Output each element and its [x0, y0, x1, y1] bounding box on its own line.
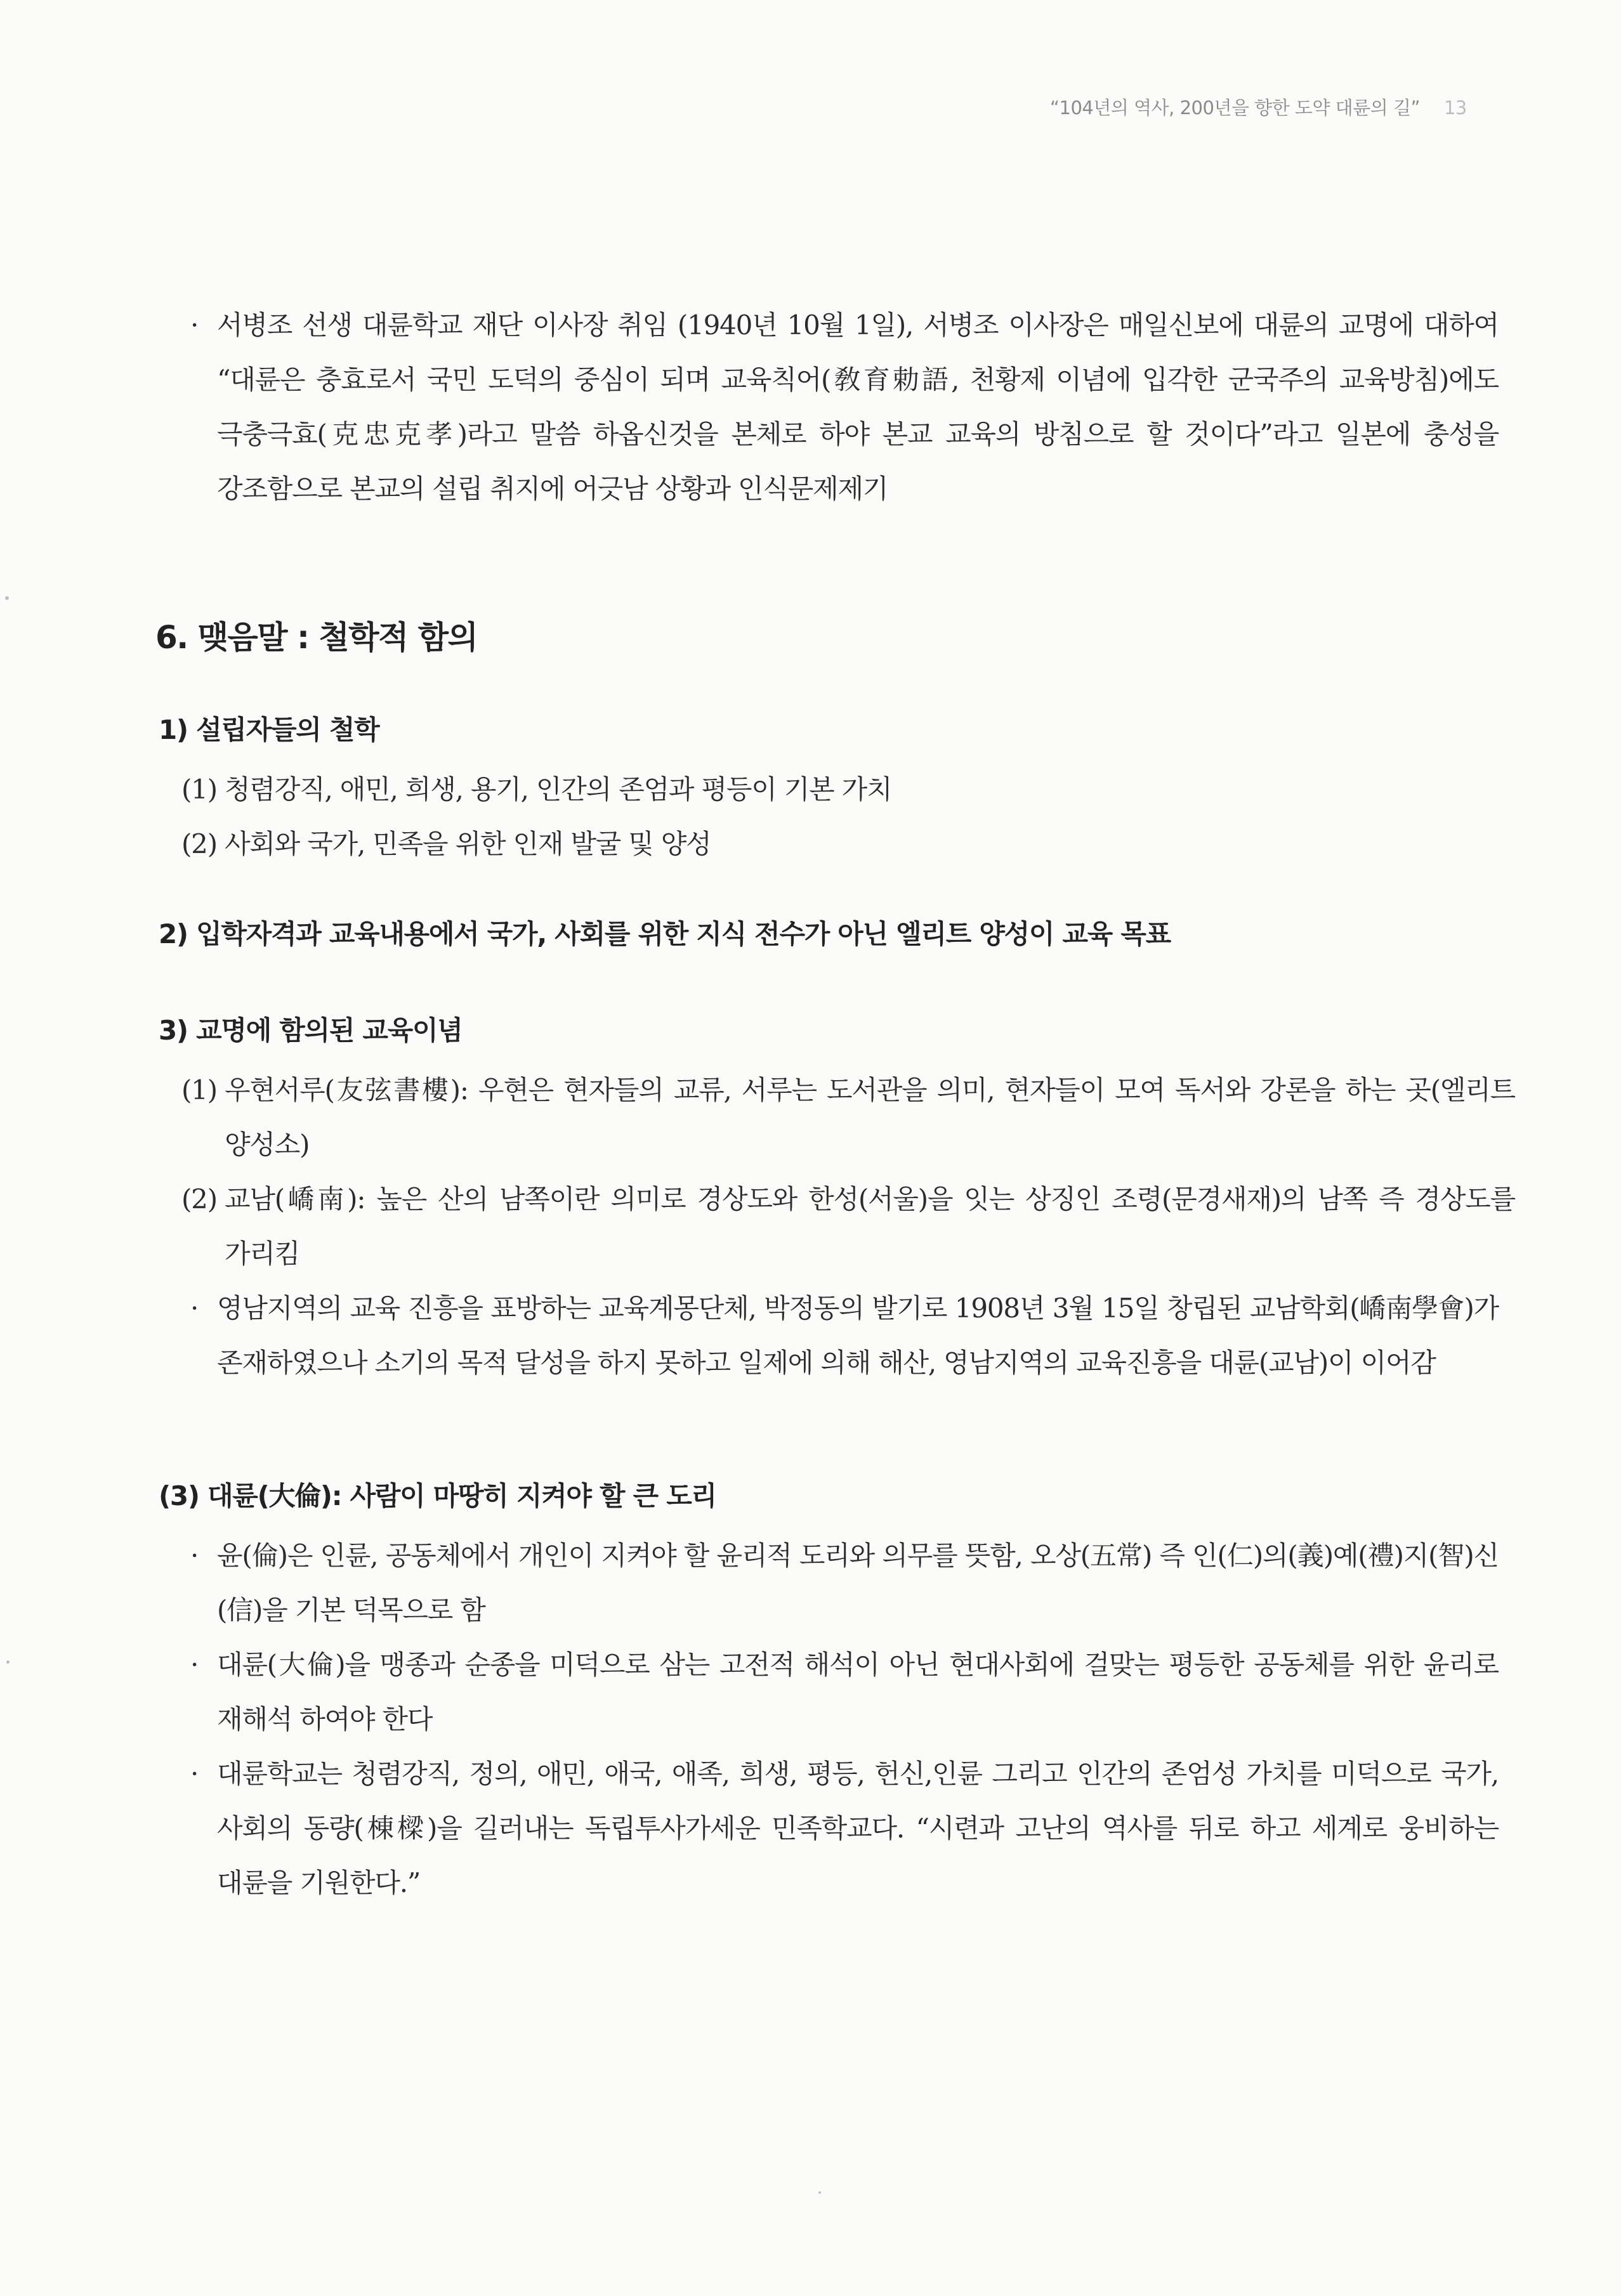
scan-mark — [6, 1660, 10, 1664]
page-number: 13 — [1443, 97, 1467, 119]
intro-bullet — [190, 298, 1499, 516]
list-item: (2) 교남(嶠南): 높은 산의 남쪽이란 의미로 경상도와 한성(서울)을 잇는 상징인 조령(문경새재)의 남쪽 즉 경상도를 가리킴 — [181, 1184, 1515, 1269]
subsection-4-heading: (3) 대륜(大倫): 사람이 마땅히 지켜야 할 큰 도리 — [159, 1480, 716, 1511]
bullet-mark: · — [190, 310, 199, 341]
scan-mark — [818, 2191, 821, 2194]
list-item: (1) 청렴강직, 애민, 희생, 용기, 인간의 존엄과 평등이 기본 가치 — [181, 774, 892, 805]
scan-mark — [5, 596, 9, 600]
list-item: · 대륜학교는 청렴강직, 정의, 애민, 애국, 애족, 희생, 평등, 헌신,인륜 그리고 인간의 존엄성 가치를 미덕으로 국가, 사회의 동량(棟樑)을 길러내는 독립투사가세운 민족학교다. “시련과 고난의 역사를 뒤로 하고 세계로 웅비하는 대륜을 기원한다.” — [190, 1758, 1499, 1898]
running-header — [1050, 94, 1558, 120]
subsection-2-heading: 2) 입학자격과 교육내용에서 국가, 사회를 위한 지식 전수가 아닌 엘리트 양성이 교육 목표 — [159, 918, 1171, 949]
list-item: · 윤(倫)은 인륜, 공동체에서 개인이 지켜야 할 윤리적 도리와 의무를 뜻함, 오상(五常) 즉 인(仁)의(義)예(禮)지(智)신(信)을 기본 덕목으로 함 — [190, 1540, 1499, 1626]
list-item: (1) 우현서루(友弦書樓): 우현은 현자들의 교류, 서루는 도서관을 의미, 현자들이 모여 독서와 강론을 하는 곳(엘리트 양성소) — [181, 1074, 1515, 1160]
intro-bullet-text: 서병조 선생 대륜학교 재단 이사장 취임 (1940년 10월 1일), 서병조 이사장은 매일신보에 대륜의 교명에 대하여 “대륜은 충효로서 국민 도덕의 중심이 되며 교육칙어(敎育勅語, 천황제 이념에 입각한 군국주의 교육방침)에도 극충극효(克忠克孝)라고 말씀 하옵신것을 본체로 하야 본교 교육의 방침으로 할 것이다”라고 일본에 충성을 강조함으로 본교의 설립 취지에 어긋남 상황과 인식문제제기 — [217, 310, 1499, 504]
running-title: “104년의 역사, 200년을 향한 도약 대륜의 길” — [1050, 97, 1420, 119]
list-item: · 영남지역의 교육 진흥을 표방하는 교육계몽단체, 박정동의 발기로 1908년 3월 15일 창립된 교남학회(嶠南學會)가 존재하였으나 소기의 목적 달성을 하지 못하고 일제에 의해 해산, 영남지역의 교육진흥을 대륜(교남)이 이어감 — [190, 1293, 1499, 1378]
section-title: 6. 맺음말 : 철학적 함의 — [155, 619, 478, 656]
list-item: (2) 사회와 국가, 민족을 위한 인재 발굴 및 양성 — [181, 828, 711, 859]
subsection-3-heading: 3) 교명에 함의된 교육이념 — [159, 1015, 463, 1046]
subsection-1-heading: 1) 설립자들의 철학 — [159, 714, 379, 745]
list-item: · 대륜(大倫)을 맹종과 순종을 미덕으로 삼는 고전적 해석이 아닌 현대사회에 걸맞는 평등한 공동체를 위한 윤리로 재해석 하여야 한다 — [190, 1649, 1499, 1735]
show-through-background — [799, 844, 1497, 1072]
